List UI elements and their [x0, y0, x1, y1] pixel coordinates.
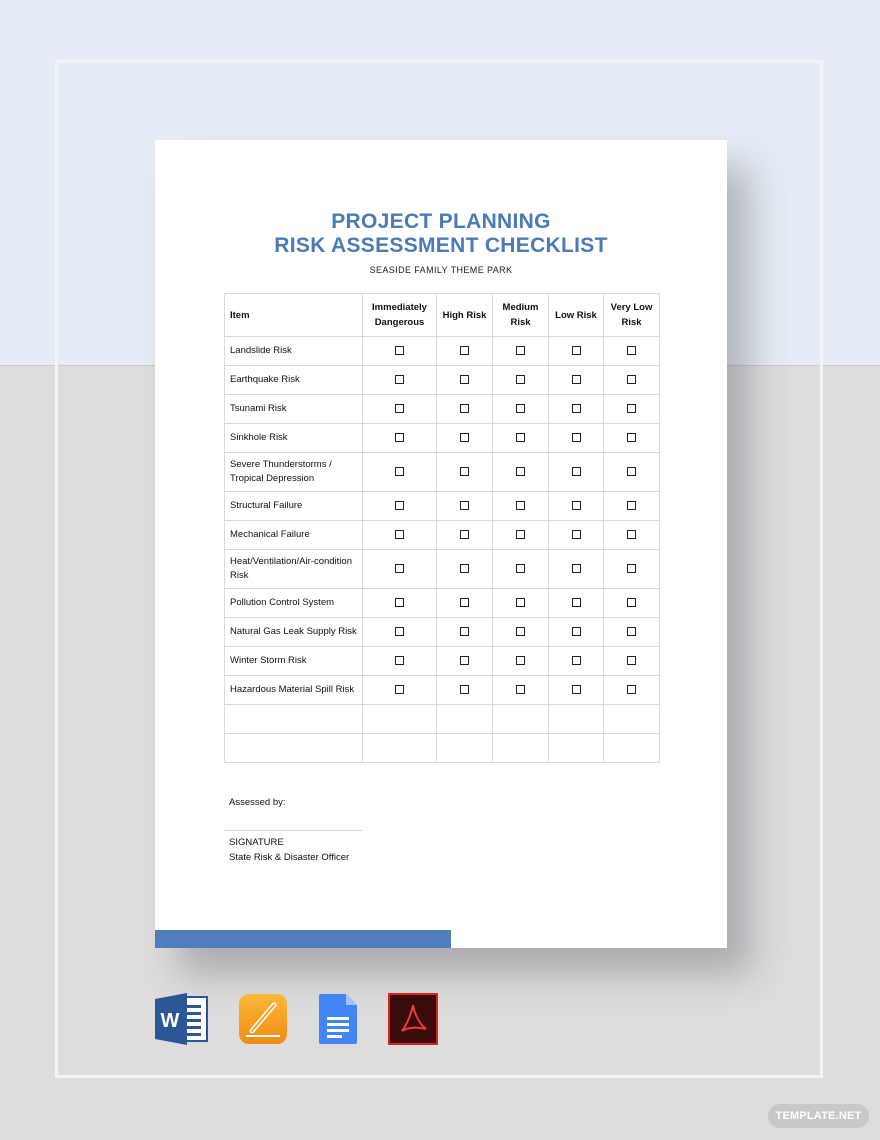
checkbox-cell	[363, 453, 437, 492]
column-header-medium-risk: Medium Risk	[493, 294, 549, 337]
checkbox-cell	[604, 676, 660, 705]
empty-cell	[493, 705, 549, 734]
checkbox-cell	[604, 424, 660, 453]
checkbox-cell	[549, 366, 604, 395]
checkbox-cell	[604, 550, 660, 589]
empty-cell	[225, 734, 363, 763]
column-header-immediately-dangerous: Immediately Dangerous	[363, 294, 437, 337]
checkbox-cell	[549, 676, 604, 705]
checkbox-cell	[493, 366, 549, 395]
risk-item-label: Heat/Ventilation/Air-condition Risk	[225, 550, 363, 589]
checkbox-cell	[363, 618, 437, 647]
checkbox-cell	[363, 337, 437, 366]
table-header-row	[225, 294, 660, 337]
checkbox[interactable]	[627, 685, 636, 694]
checkbox-cell	[493, 618, 549, 647]
checkbox-cell	[437, 589, 493, 618]
checkbox[interactable]	[395, 656, 404, 665]
checkbox[interactable]	[460, 530, 469, 539]
checkbox[interactable]	[395, 467, 404, 476]
checkbox[interactable]	[395, 598, 404, 607]
checkbox-cell	[437, 550, 493, 589]
column-header-low-risk: Low Risk	[549, 294, 604, 337]
checkbox[interactable]	[627, 467, 636, 476]
checkbox[interactable]	[395, 685, 404, 694]
empty-table-row	[225, 734, 660, 763]
template-net-watermark[interactable]: TEMPLATE.NET	[768, 1104, 869, 1128]
checkbox-cell	[549, 492, 604, 521]
risk-item-label: Tsunami Risk	[225, 395, 363, 424]
checkbox-cell	[437, 337, 493, 366]
signature-label: SIGNATURE	[229, 837, 284, 848]
checkbox[interactable]	[572, 598, 581, 607]
checkbox[interactable]	[460, 564, 469, 573]
document-subtitle: SEASIDE FAMILY THEME PARK	[369, 265, 513, 275]
checkbox-cell	[549, 618, 604, 647]
checkbox-cell	[604, 647, 660, 676]
risk-item-label: Severe Thunderstorms / Tropical Depression	[225, 453, 363, 492]
checkbox-cell	[549, 589, 604, 618]
table-row	[225, 521, 660, 550]
google-docs-icon[interactable]	[318, 993, 358, 1045]
checkbox[interactable]	[627, 564, 636, 573]
checkbox[interactable]	[572, 627, 581, 636]
checkbox-cell	[493, 492, 549, 521]
empty-table-row	[225, 705, 660, 734]
checkbox-cell	[363, 647, 437, 676]
checkbox[interactable]	[572, 433, 581, 442]
checkbox[interactable]	[627, 501, 636, 510]
checkbox[interactable]	[572, 685, 581, 694]
column-header-very-low-risk: Very Low Risk	[604, 294, 660, 337]
risk-item-label: Earthquake Risk	[225, 366, 363, 395]
document-title-line1: PROJECT PLANNING	[331, 210, 551, 233]
checkbox-cell	[493, 550, 549, 589]
checkbox[interactable]	[516, 433, 525, 442]
table-row	[225, 337, 660, 366]
checkbox-cell	[604, 453, 660, 492]
checkbox-cell	[363, 550, 437, 589]
checkbox[interactable]	[516, 627, 525, 636]
checkbox-cell	[437, 492, 493, 521]
checkbox[interactable]	[460, 685, 469, 694]
empty-cell	[363, 705, 437, 734]
svg-text:W: W	[160, 1010, 180, 1032]
document-title-line2: RISK ASSESSMENT CHECKLIST	[274, 234, 608, 257]
checkbox-cell	[493, 521, 549, 550]
checkbox-cell	[437, 647, 493, 676]
empty-cell	[493, 734, 549, 763]
checkbox[interactable]	[516, 530, 525, 539]
checkbox-cell	[493, 424, 549, 453]
checkbox-cell	[493, 676, 549, 705]
checkbox[interactable]	[516, 346, 525, 355]
risk-item-label: Landslide Risk	[225, 337, 363, 366]
risk-item-label: Hazardous Material Spill Risk	[225, 676, 363, 705]
checkbox[interactable]	[395, 404, 404, 413]
risk-item-label: Winter Storm Risk	[225, 647, 363, 676]
checkbox[interactable]	[460, 346, 469, 355]
checkbox[interactable]	[516, 467, 525, 476]
checkbox[interactable]	[627, 598, 636, 607]
checkbox[interactable]	[395, 501, 404, 510]
checkbox-cell	[604, 492, 660, 521]
empty-cell	[437, 705, 493, 734]
checkbox-cell	[604, 395, 660, 424]
checkbox[interactable]	[460, 598, 469, 607]
document-page	[155, 140, 727, 948]
footer-accent-bar	[155, 930, 451, 948]
checkbox[interactable]	[516, 656, 525, 665]
checkbox[interactable]	[460, 501, 469, 510]
column-header-high-risk: High Risk	[437, 294, 493, 337]
table-row	[225, 366, 660, 395]
checkbox-cell	[493, 395, 549, 424]
risk-item-label: Natural Gas Leak Supply Risk	[225, 618, 363, 647]
checkbox[interactable]	[516, 598, 525, 607]
assessed-by-label: Assessed by:	[229, 797, 286, 808]
signer-title: State Risk & Disaster Officer	[229, 852, 350, 863]
checkbox[interactable]	[395, 346, 404, 355]
checkbox[interactable]	[572, 656, 581, 665]
column-header-item: Item	[225, 294, 363, 337]
empty-cell	[363, 734, 437, 763]
checkbox-cell	[493, 647, 549, 676]
checkbox-cell	[604, 618, 660, 647]
checkbox-cell	[437, 424, 493, 453]
checkbox-cell	[549, 395, 604, 424]
empty-cell	[549, 705, 604, 734]
checkbox[interactable]	[516, 685, 525, 694]
checkbox-cell	[437, 453, 493, 492]
checkbox-cell	[437, 395, 493, 424]
table-row	[225, 676, 660, 705]
risk-item-label: Sinkhole Risk	[225, 424, 363, 453]
risk-table	[224, 293, 660, 763]
checkbox-cell	[549, 550, 604, 589]
checkbox-cell	[363, 395, 437, 424]
checkbox[interactable]	[395, 627, 404, 636]
risk-item-label: Mechanical Failure	[225, 521, 363, 550]
empty-cell	[549, 734, 604, 763]
checkbox[interactable]	[395, 433, 404, 442]
table-row	[225, 550, 660, 589]
checkbox[interactable]	[627, 530, 636, 539]
empty-cell	[604, 734, 660, 763]
checkbox[interactable]	[572, 375, 581, 384]
checkbox[interactable]	[572, 501, 581, 510]
table-row	[225, 424, 660, 453]
checkbox[interactable]	[516, 501, 525, 510]
checkbox-cell	[604, 337, 660, 366]
checkbox[interactable]	[460, 404, 469, 413]
empty-cell	[225, 705, 363, 734]
table-row	[225, 492, 660, 521]
checkbox[interactable]	[627, 656, 636, 665]
checkbox-cell	[363, 366, 437, 395]
checkbox[interactable]	[572, 404, 581, 413]
empty-cell	[437, 734, 493, 763]
checkbox-cell	[363, 424, 437, 453]
checkbox-cell	[437, 366, 493, 395]
checkbox-cell	[604, 366, 660, 395]
pdf-icon[interactable]	[388, 993, 438, 1045]
table-row	[225, 647, 660, 676]
checkbox[interactable]	[516, 375, 525, 384]
checkbox[interactable]	[572, 530, 581, 539]
checkbox[interactable]	[627, 433, 636, 442]
checkbox-cell	[437, 676, 493, 705]
table-row	[225, 589, 660, 618]
checkbox-cell	[549, 337, 604, 366]
empty-cell	[604, 705, 660, 734]
checkbox[interactable]	[572, 467, 581, 476]
signature-line	[224, 830, 362, 831]
checkbox-cell	[549, 424, 604, 453]
checkbox-cell	[363, 589, 437, 618]
checkbox[interactable]	[460, 433, 469, 442]
checkbox-cell	[604, 589, 660, 618]
checkbox-cell	[604, 521, 660, 550]
checkbox-cell	[493, 589, 549, 618]
table-row	[225, 453, 660, 492]
checkbox[interactable]	[395, 530, 404, 539]
checkbox[interactable]	[460, 656, 469, 665]
checkbox[interactable]	[460, 375, 469, 384]
checkbox[interactable]	[572, 346, 581, 355]
word-icon[interactable]	[155, 993, 209, 1045]
table-row	[225, 618, 660, 647]
checkbox-cell	[549, 453, 604, 492]
checkbox-cell	[437, 618, 493, 647]
checkbox[interactable]	[516, 404, 525, 413]
checkbox-cell	[549, 647, 604, 676]
checkbox[interactable]	[627, 404, 636, 413]
table-row	[225, 395, 660, 424]
checkbox[interactable]	[627, 375, 636, 384]
checkbox[interactable]	[627, 346, 636, 355]
pages-icon[interactable]	[238, 993, 288, 1045]
risk-item-label: Structural Failure	[225, 492, 363, 521]
risk-item-label: Pollution Control System	[225, 589, 363, 618]
checkbox[interactable]	[395, 564, 404, 573]
checkbox[interactable]	[627, 627, 636, 636]
checkbox-cell	[363, 676, 437, 705]
checkbox-cell	[437, 521, 493, 550]
checkbox-cell	[493, 337, 549, 366]
checkbox-cell	[549, 521, 604, 550]
checkbox[interactable]	[395, 375, 404, 384]
checkbox[interactable]	[460, 627, 469, 636]
checkbox[interactable]	[516, 564, 525, 573]
checkbox-cell	[493, 453, 549, 492]
checkbox[interactable]	[572, 564, 581, 573]
checkbox-cell	[363, 521, 437, 550]
checkbox[interactable]	[460, 467, 469, 476]
checkbox-cell	[363, 492, 437, 521]
